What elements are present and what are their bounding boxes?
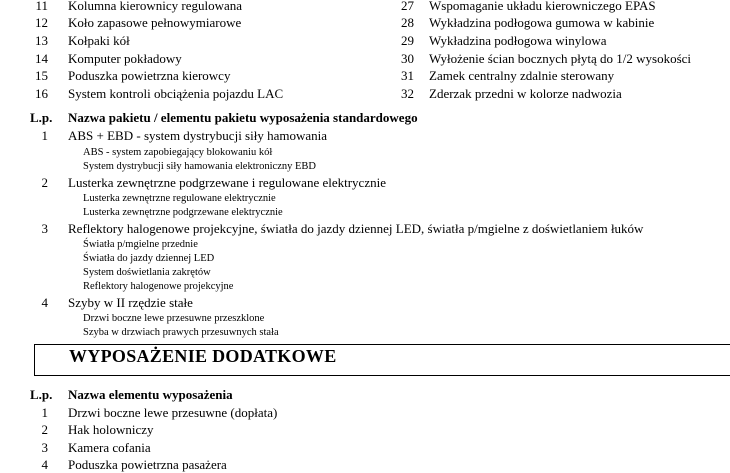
package-subitem: Szyba w drzwiach prawych przesuwnych stała (83, 327, 279, 338)
package-subitem: Lusterka zewnętrzne regulowane elektrycznie (83, 193, 276, 204)
package-subitem: System doświetlania zakrętów (83, 267, 211, 278)
package-subitem: Światła p/mgielne przednie (83, 239, 198, 250)
section-heading-box (34, 344, 730, 376)
package-subitem: Reflektory halogenowe projekcyjne (83, 281, 234, 292)
package-subitem: Drzwi boczne lewe przesuwne przeszklone (83, 313, 265, 324)
package-subitem: ABS - system zapobiegający blokowaniu kół (83, 147, 273, 158)
package-subitem: Światła do jazdy dziennej LED (83, 253, 215, 264)
package-subitem: Lusterka zewnętrzne podgrzewane elektrycznie (83, 207, 283, 218)
section-title: WYPOSAŻENIE DODATKOWE (69, 346, 337, 366)
package-subitem: System dystrybucji siły hamowania elektroniczny EBD (83, 161, 316, 172)
